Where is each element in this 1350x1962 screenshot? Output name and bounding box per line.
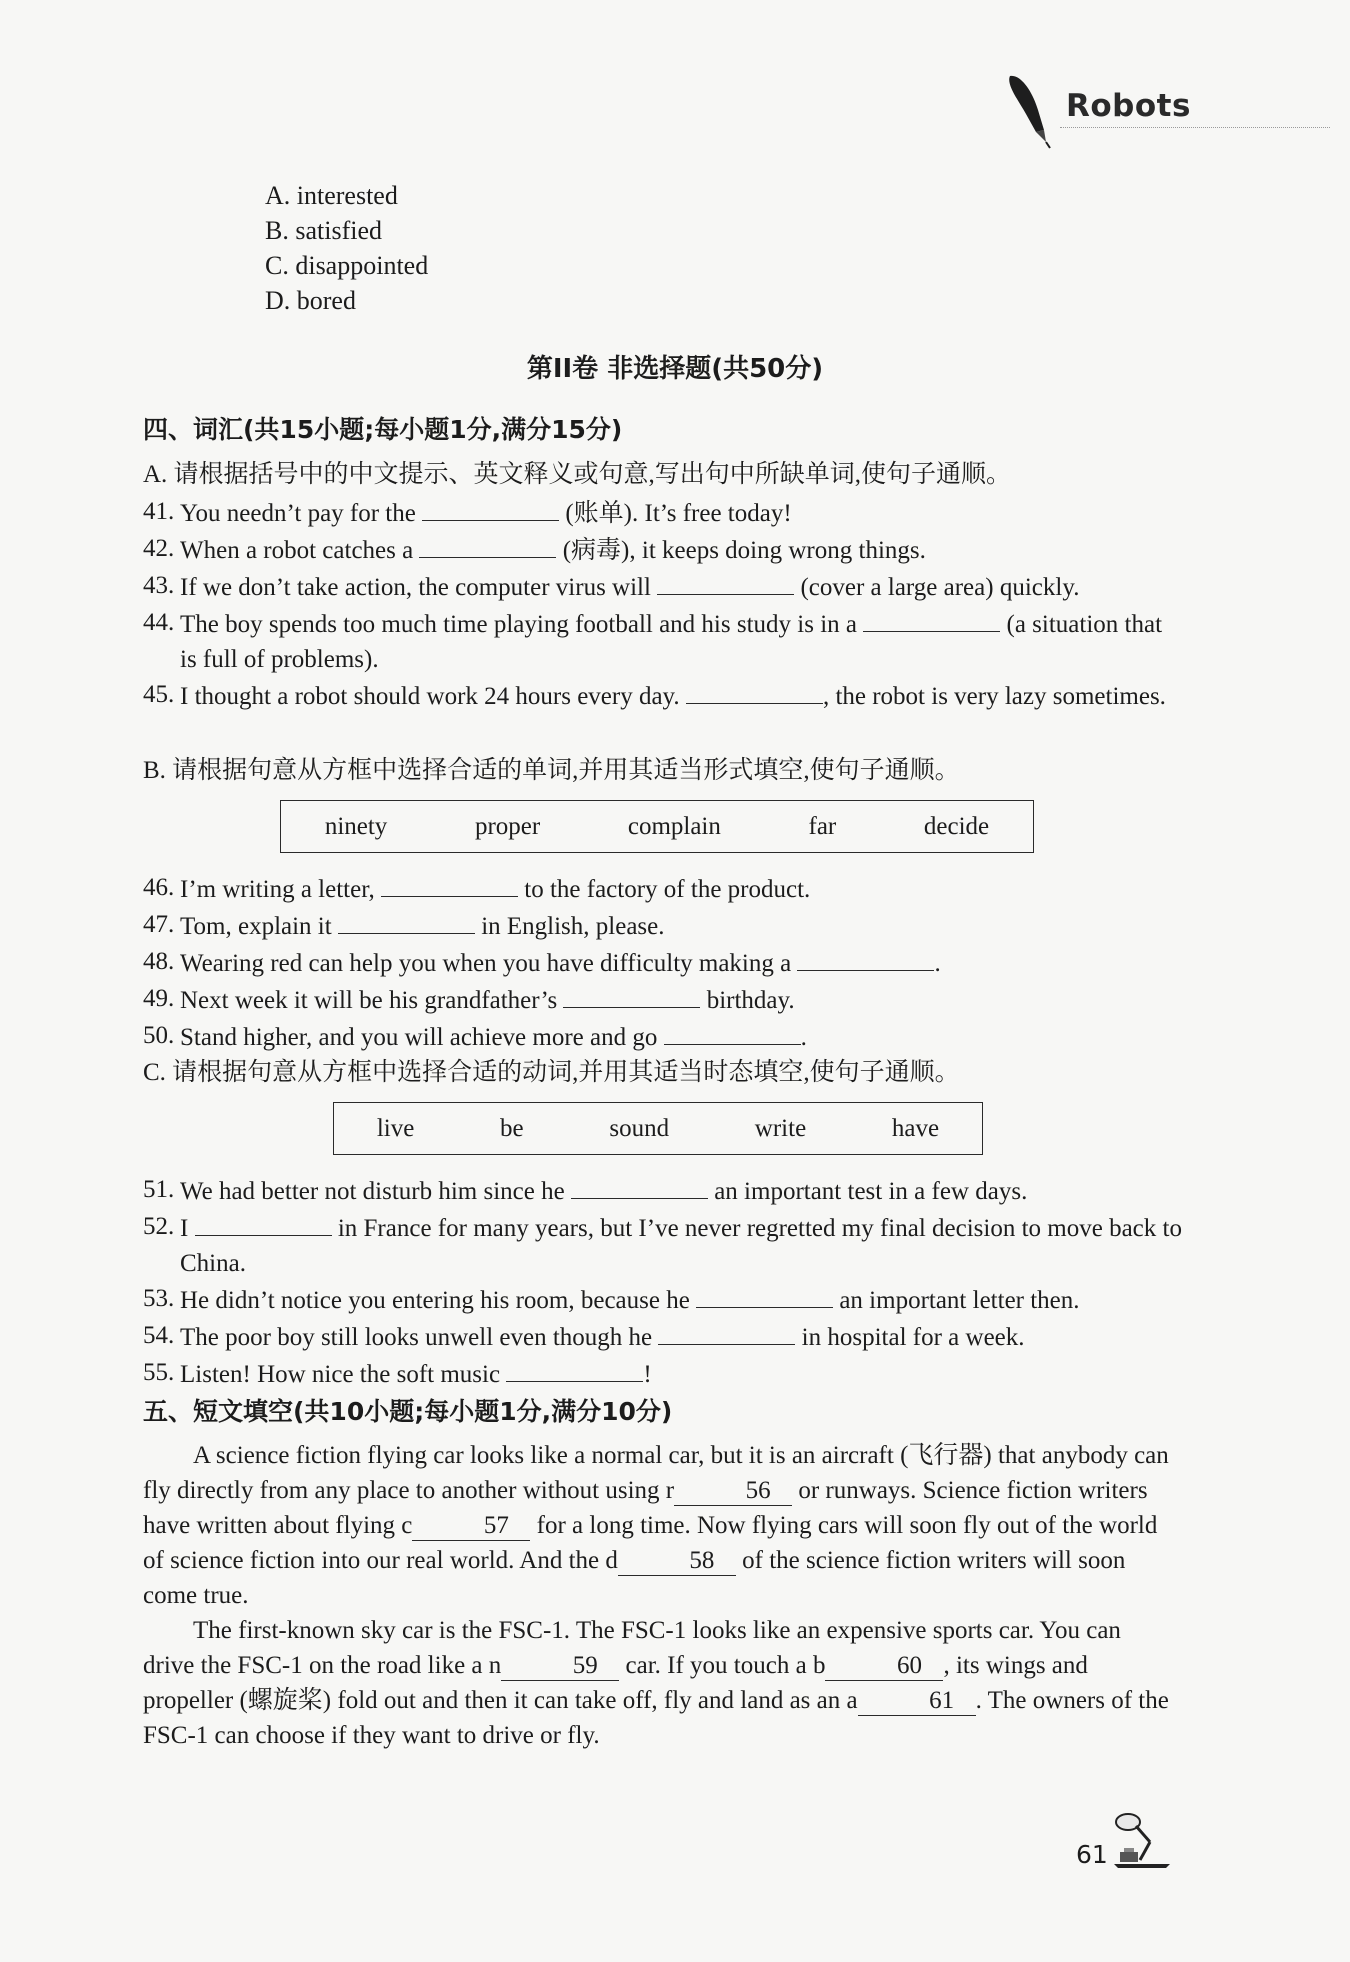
question-number: 43. xyxy=(143,572,175,599)
question-number: 44. xyxy=(143,609,175,636)
header-divider xyxy=(1060,127,1330,128)
question-text: in France for many years, but I’ve never regretted my final decision to move back to China. xyxy=(180,1215,1182,1277)
question-text: (病毒), it keeps doing wrong things. xyxy=(556,537,926,564)
question-text: . xyxy=(800,1024,807,1051)
pen-nib-icon xyxy=(1000,70,1060,150)
answer-blank[interactable] xyxy=(563,981,700,1008)
part4-b-instruction: B. 请根据句意从方框中选择合适的单词,并用其适当形式填空,使句子通顺。 xyxy=(143,757,960,784)
question-text: Tom, explain it xyxy=(180,913,338,940)
question-text: , the robot is very lazy sometimes. xyxy=(822,683,1166,710)
question-text: (账单). It’s free today! xyxy=(559,500,792,527)
question-text: ! xyxy=(643,1361,652,1388)
question-text: I’m writing a letter, xyxy=(180,876,382,903)
question-44 xyxy=(143,605,1183,677)
question-text: Wearing red can help you when you have difficulty making a xyxy=(180,950,798,977)
word-option: write xyxy=(754,1114,807,1142)
question-number: 51. xyxy=(143,1176,175,1203)
option-c: C. disappointed xyxy=(265,251,429,280)
question-number: 49. xyxy=(143,985,175,1012)
question-number: 48. xyxy=(143,948,175,975)
answer-blank[interactable] xyxy=(571,1172,708,1199)
cloze-passage xyxy=(143,1438,1173,1753)
question-list-a xyxy=(143,494,1183,714)
question-text: I thought a robot should work 24 hours every day. xyxy=(180,683,686,710)
word-option: sound xyxy=(609,1114,670,1142)
question-text: We had better not disturb him since he xyxy=(180,1178,571,1205)
question-number: 46. xyxy=(143,874,175,901)
question-text: He didn’t notice you entering his room, because he xyxy=(180,1287,697,1314)
word-option: have xyxy=(891,1114,940,1142)
part4-heading: 四、词汇(共15小题;每小题1分,满分15分) xyxy=(143,415,623,444)
question-48 xyxy=(143,944,1183,981)
answer-blank[interactable] xyxy=(696,1281,833,1308)
question-text: an important test in a few days. xyxy=(707,1178,1028,1205)
question-text: birthday. xyxy=(700,987,795,1014)
question-45 xyxy=(143,677,1183,714)
question-text: in hospital for a week. xyxy=(795,1324,1025,1351)
question-55 xyxy=(143,1355,1183,1392)
answer-blank[interactable] xyxy=(338,907,475,934)
word-box-b xyxy=(280,800,1034,853)
question-text: Next week it will be his grandfather’s xyxy=(180,987,564,1014)
question-number: 47. xyxy=(143,911,175,938)
question-49 xyxy=(143,981,1183,1018)
question-46 xyxy=(143,870,1183,907)
question-text: (a situation that is full of problems). xyxy=(180,611,1163,673)
question-number: 45. xyxy=(143,681,175,708)
word-box-c xyxy=(333,1102,983,1155)
option-b: B. satisfied xyxy=(265,216,382,245)
word-option: far xyxy=(808,812,837,840)
answer-blank[interactable] xyxy=(419,531,556,558)
question-54 xyxy=(143,1318,1183,1355)
question-number: 50. xyxy=(143,1022,175,1049)
passage-text: , its wings and propeller (螺旋桨) fold out and then it can take off, fly and land as an a xyxy=(143,1652,1088,1714)
answer-blank[interactable] xyxy=(657,568,794,595)
answer-blank[interactable] xyxy=(863,605,1000,632)
question-52 xyxy=(143,1209,1183,1281)
passage-text: or runways. Science fiction writers have written about flying c xyxy=(143,1477,1148,1539)
answer-blank[interactable] xyxy=(686,677,823,704)
cloze-blank-58[interactable]: 58 xyxy=(618,1547,736,1576)
word-option: proper xyxy=(474,812,541,840)
question-text: to the factory of the product. xyxy=(518,876,811,903)
question-number: 53. xyxy=(143,1285,175,1312)
part5-heading: 五、短文填空(共10小题;每小题1分,满分10分) xyxy=(143,1397,673,1426)
passage-text: . The owners of the FSC-1 can choose if they want to drive or fly. xyxy=(143,1687,1169,1749)
question-number: 41. xyxy=(143,498,175,525)
cloze-blank-59[interactable]: 59 xyxy=(501,1652,619,1681)
passage-paragraph-2 xyxy=(143,1613,1173,1753)
question-text: an important letter then. xyxy=(833,1287,1080,1314)
cloze-blank-57[interactable]: 57 xyxy=(412,1512,530,1541)
cloze-blank-60[interactable]: 60 xyxy=(825,1652,943,1681)
question-text: (cover a large area) quickly. xyxy=(794,574,1080,601)
question-text: The poor boy still looks unwell even though he xyxy=(180,1324,659,1351)
answer-blank[interactable] xyxy=(658,1318,795,1345)
question-42 xyxy=(143,531,1183,568)
question-text: You needn’t pay for the xyxy=(180,500,423,527)
answer-blank[interactable] xyxy=(506,1355,643,1382)
option-a: A. interested xyxy=(265,181,398,210)
part4-a-instruction: A. 请根据括号中的中文提示、英文释义或句意,写出句中所缺单词,使句子通顺。 xyxy=(143,461,1012,488)
word-option: decide xyxy=(923,812,990,840)
answer-blank[interactable] xyxy=(195,1209,332,1236)
question-text: Listen! How nice the soft music xyxy=(180,1361,507,1388)
question-list-c xyxy=(143,1172,1183,1392)
passage-text: for a long time. Now flying cars will soon fly out of the world of science fiction into our real world. And the d xyxy=(143,1512,1158,1574)
question-text: in English, please. xyxy=(474,913,665,940)
question-41 xyxy=(143,494,1183,531)
question-text: If we don’t take action, the computer virus will xyxy=(180,574,658,601)
passage-text: of the science fiction writers will soon come true. xyxy=(143,1547,1126,1609)
question-number: 52. xyxy=(143,1213,175,1240)
word-option: be xyxy=(500,1114,524,1142)
question-43 xyxy=(143,568,1183,605)
answer-options xyxy=(265,178,428,318)
section-title: 第II卷 非选择题(共50分) xyxy=(526,354,824,384)
page-number: 61 xyxy=(1076,1840,1108,1869)
answer-blank[interactable] xyxy=(381,870,518,897)
option-d: D. bored xyxy=(265,286,356,315)
header-title: Robots xyxy=(1066,88,1191,124)
question-text: I xyxy=(180,1215,195,1242)
answer-blank[interactable] xyxy=(797,944,934,971)
question-number: 42. xyxy=(143,535,175,562)
question-51 xyxy=(143,1172,1183,1209)
word-option: complain xyxy=(627,812,721,840)
passage-paragraph-1 xyxy=(143,1438,1173,1613)
cloze-blank-56[interactable]: 56 xyxy=(674,1477,792,1506)
cloze-blank-61[interactable]: 61 xyxy=(858,1687,976,1716)
question-50 xyxy=(143,1018,1183,1055)
question-text: When a robot catches a xyxy=(180,537,420,564)
question-number: 54. xyxy=(143,1322,175,1349)
part4-c-instruction: C. 请根据句意从方框中选择合适的动词,并用其适当时态填空,使句子通顺。 xyxy=(143,1059,960,1086)
question-47 xyxy=(143,907,1183,944)
passage-text: A science fiction flying car looks like a normal car, but it is an aircraft (飞行器) that anybody can fly directly from any place to another without using r xyxy=(143,1442,1169,1504)
desk-lamp-icon xyxy=(1110,1808,1174,1870)
answer-blank[interactable] xyxy=(422,494,559,521)
question-number: 55. xyxy=(143,1359,175,1386)
word-option: live xyxy=(376,1114,415,1142)
passage-text: car. If you touch a b xyxy=(619,1652,826,1679)
question-text: Stand higher, and you will achieve more and go xyxy=(180,1024,664,1051)
word-option: ninety xyxy=(324,812,388,840)
question-text: The boy spends too much time playing football and his study is in a xyxy=(180,611,864,638)
passage-text: The first-known sky car is the FSC-1. The FSC-1 looks like an expensive sports car. You can drive the FSC-1 on the road like a n xyxy=(143,1617,1121,1679)
question-53 xyxy=(143,1281,1183,1318)
question-text: . xyxy=(934,950,941,977)
question-list-b xyxy=(143,870,1183,1055)
page-header xyxy=(1000,70,1330,150)
answer-blank[interactable] xyxy=(664,1018,801,1045)
